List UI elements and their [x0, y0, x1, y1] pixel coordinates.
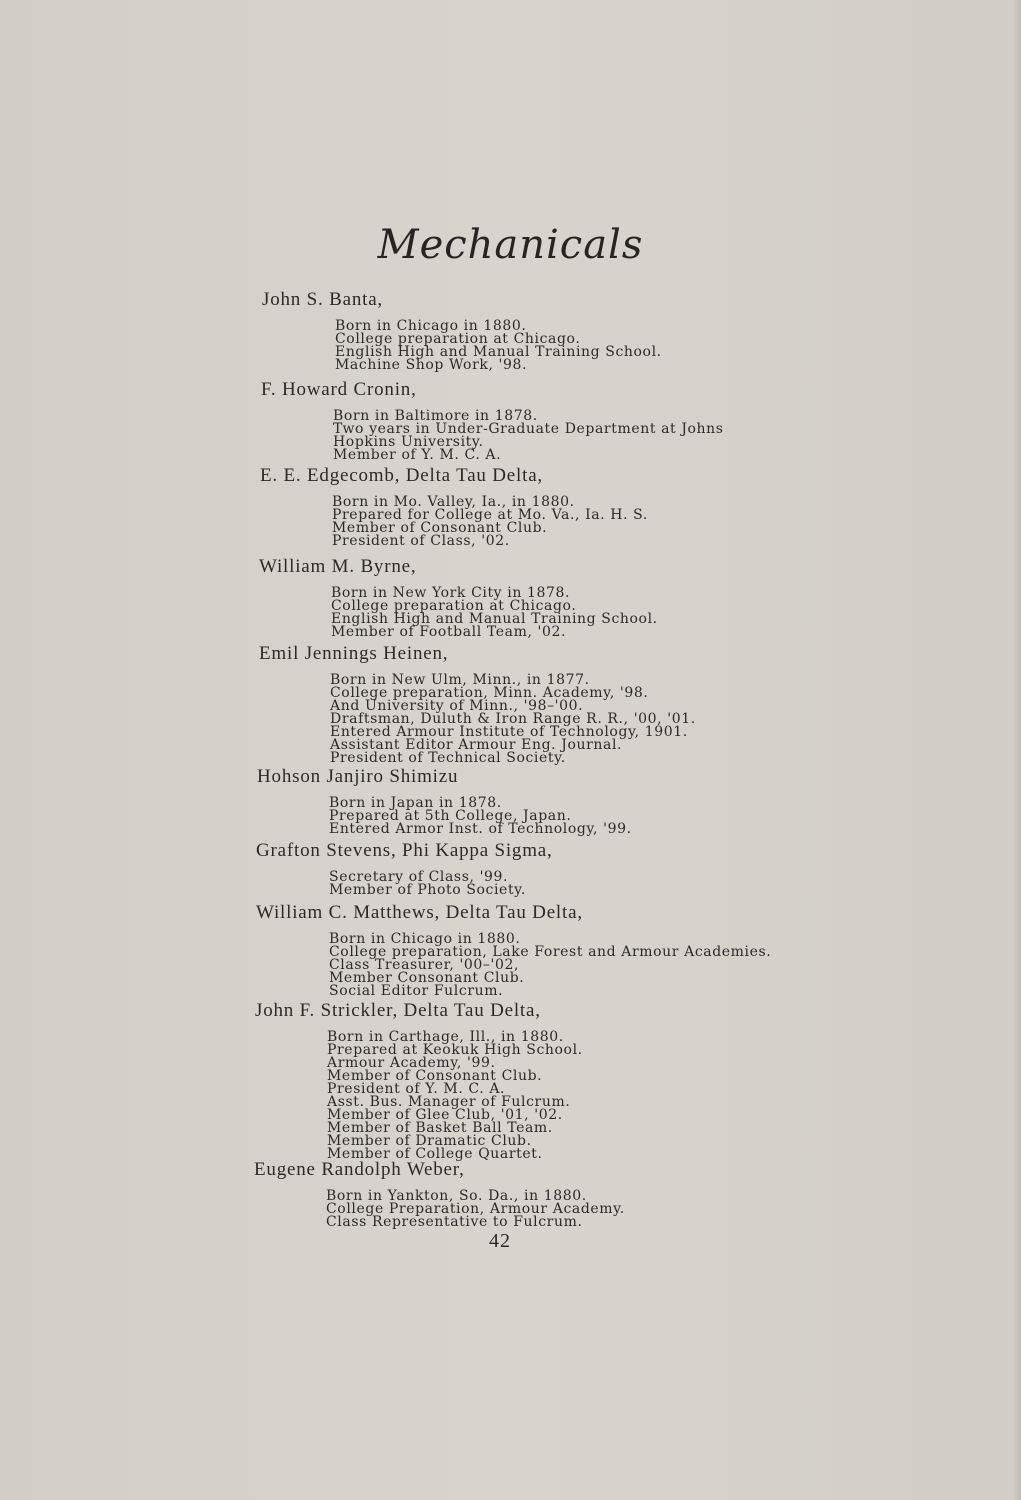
detail-line: Assistant Editor Armour Eng. Journal. — [330, 737, 623, 753]
detail-line: Armour Academy, '99. — [327, 1055, 496, 1071]
page-title: Mechanicals — [377, 222, 644, 268]
detail-line: English High and Manual Training School. — [335, 344, 662, 360]
detail-line: Entered Armor Inst. of Technology, '99. — [329, 821, 632, 837]
entry-details — [329, 933, 771, 998]
detail-line: President of Class, '02. — [332, 533, 510, 549]
detail-line: Born in New York City in 1878. — [331, 585, 571, 601]
entry-strickler — [255, 1000, 583, 1161]
detail-line: Machine Shop Work, '98. — [335, 357, 528, 373]
detail-line: President of Y. M. C. A. — [327, 1081, 506, 1097]
detail-line: Class Representative to Fulcrum. — [326, 1214, 583, 1230]
detail-line: English High and Manual Training School. — [331, 611, 658, 627]
entry-name: John S. Banta, — [262, 289, 383, 310]
entry-details — [327, 1031, 583, 1161]
entry-shimizu — [257, 766, 632, 836]
detail-line: President of Technical Society. — [330, 750, 566, 766]
entry-edgecomb — [260, 465, 648, 548]
detail-line: Member of Consonant Club. — [327, 1068, 543, 1084]
entry-details — [333, 410, 724, 462]
detail-line: Prepared at Keokuk High School. — [327, 1042, 583, 1058]
detail-line: Member of Football Team, '02. — [331, 624, 567, 640]
detail-line: Born in Chicago in 1880. — [335, 318, 527, 334]
entry-name: F. Howard Cronin, — [261, 379, 417, 400]
detail-line: Member of College Quartet. — [327, 1146, 543, 1162]
entry-details — [329, 797, 632, 836]
entry-name: Emil Jennings Heinen, — [259, 643, 449, 664]
entry-stevens — [256, 840, 553, 897]
entry-heinen — [259, 643, 696, 765]
entry-details — [335, 320, 662, 372]
entry-byrne — [259, 556, 658, 639]
entry-name: William M. Byrne, — [259, 556, 417, 577]
entry-matthews — [256, 902, 771, 998]
entry-name: John F. Strickler, Delta Tau Delta, — [255, 1000, 541, 1021]
entry-details — [329, 871, 553, 897]
detail-line: Born in New Ulm, Minn., in 1877. — [330, 672, 590, 688]
detail-line: Born in Chicago in 1880. — [329, 931, 521, 947]
detail-line: Member of Basket Ball Team. — [327, 1120, 553, 1136]
detail-line: Born in Carthage, Ill., in 1880. — [327, 1029, 564, 1045]
detail-line: Entered Armour Institute of Technology, 1901. — [330, 724, 688, 740]
detail-line: Born in Mo. Valley, Ia., in 1880. — [332, 494, 575, 510]
detail-line: Secretary of Class, '99. — [329, 869, 509, 885]
detail-line: Member of Y. M. C. A. — [333, 447, 502, 463]
detail-line: Member of Consonant Club. — [332, 520, 548, 536]
entry-name: Eugene Randolph Weber, — [254, 1159, 465, 1180]
detail-line: Prepared for College at Mo. Va., Ia. H. S. — [332, 507, 648, 523]
detail-line: Two years in Under-Graduate Department at Johns — [333, 421, 724, 437]
detail-line: College Preparation, Armour Academy. — [326, 1201, 625, 1217]
detail-line: Class Treasurer, '00–'02, — [329, 957, 520, 973]
detail-line: Born in Japan in 1878. — [329, 795, 502, 811]
entry-details — [330, 674, 696, 765]
detail-line: Asst. Bus. Manager of Fulcrum. — [327, 1094, 571, 1110]
entry-weber — [254, 1159, 625, 1229]
detail-line: Prepared at 5th College, Japan. — [329, 808, 572, 824]
detail-line: Born in Yankton, So. Da., in 1880. — [326, 1188, 587, 1204]
detail-line: Born in Baltimore in 1878. — [333, 408, 538, 424]
entry-details — [326, 1190, 625, 1229]
detail-line: Draftsman, Duluth & Iron Range R. R., '00, '01. — [330, 711, 696, 727]
detail-line: College preparation, Lake Forest and Armour Academies. — [329, 944, 772, 960]
entry-name: E. E. Edgecomb, Delta Tau Delta, — [260, 465, 543, 486]
detail-line: And University of Minn., '98–'00. — [330, 698, 584, 714]
detail-line: Hopkins University. — [333, 434, 484, 450]
entry-name: William C. Matthews, Delta Tau Delta, — [256, 902, 583, 923]
detail-line: College preparation, Minn. Academy, '98. — [330, 685, 649, 701]
entry-details — [331, 587, 658, 639]
detail-line: Social Editor Fulcrum. — [329, 983, 504, 999]
entry-banta — [262, 289, 662, 372]
detail-line: Member of Glee Club, '01, '02. — [327, 1107, 563, 1123]
entry-cronin — [261, 379, 724, 462]
detail-line: Member of Dramatic Club. — [327, 1133, 532, 1149]
page-number: 42 — [489, 1230, 511, 1252]
detail-line: Member Consonant Club. — [329, 970, 525, 986]
detail-line: College preparation at Chicago. — [331, 598, 577, 614]
entry-name: Grafton Stevens, Phi Kappa Sigma, — [256, 840, 553, 861]
entry-details — [332, 496, 648, 548]
entry-name: Hohson Janjiro Shimizu — [257, 766, 459, 787]
detail-line: College preparation at Chicago. — [335, 331, 581, 347]
detail-line: Member of Photo Society. — [329, 882, 526, 898]
